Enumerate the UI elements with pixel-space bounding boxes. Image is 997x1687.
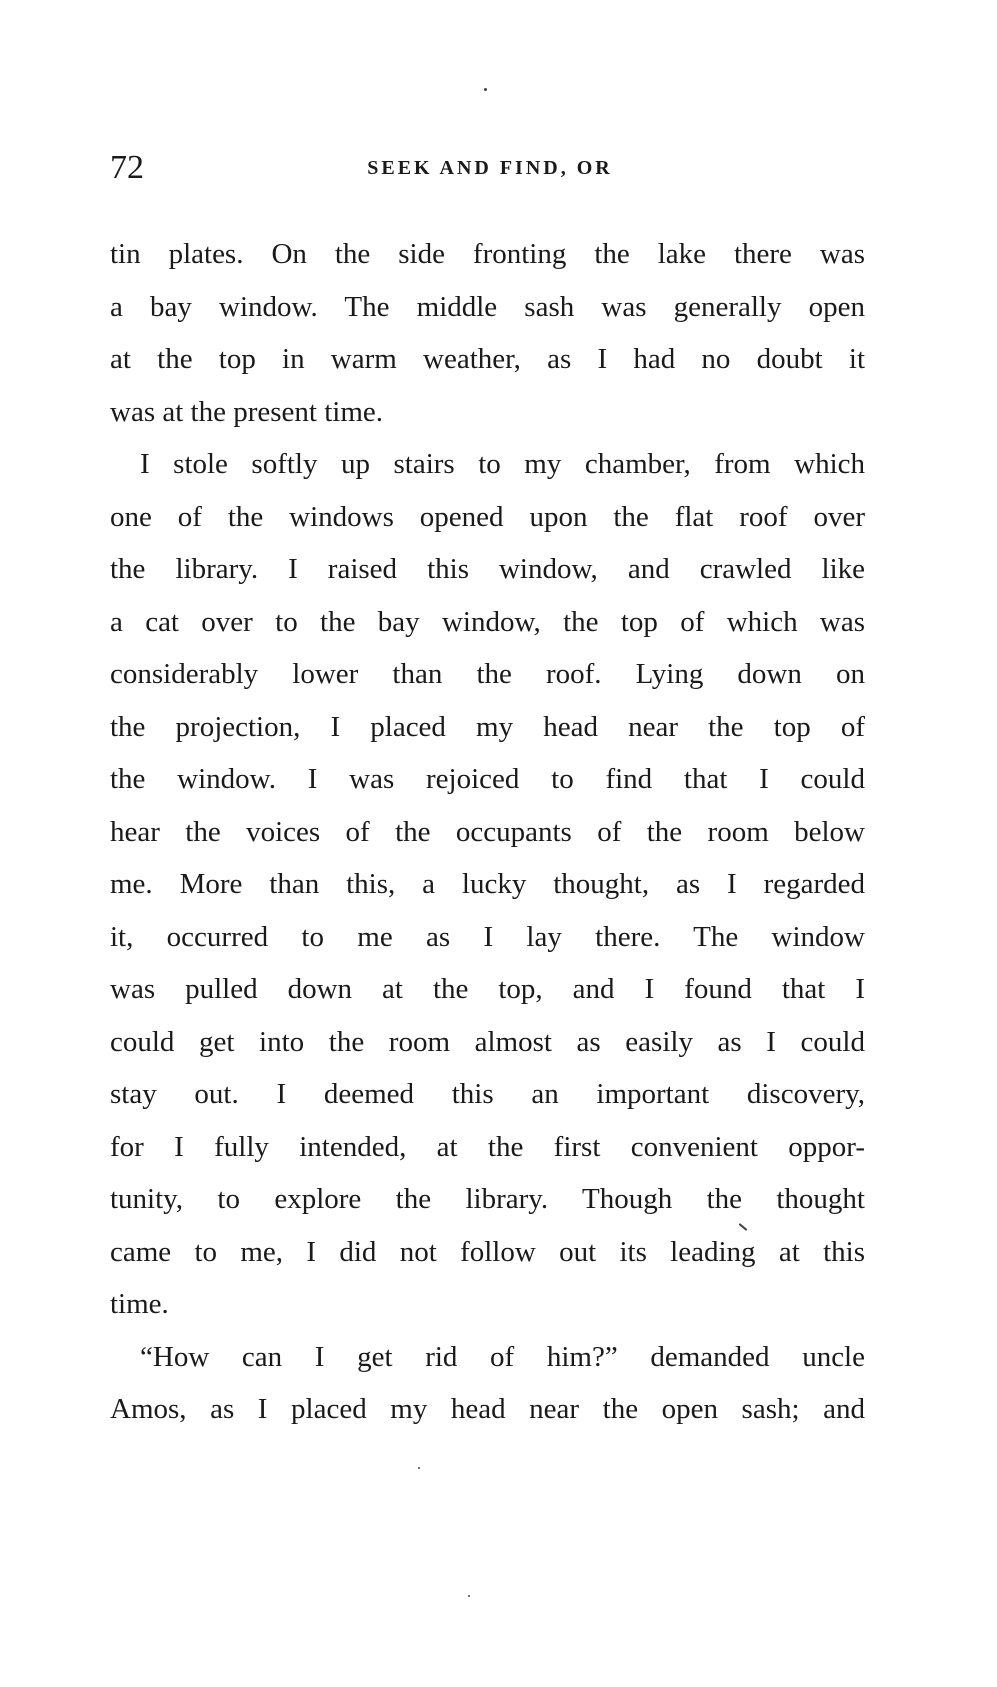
text-line: the window. I was rejoiced to find that I could xyxy=(110,763,865,795)
text-line: the projection, I placed my head near the top of xyxy=(110,710,865,743)
print-speck xyxy=(418,1467,420,1469)
text-line: hear the voices of the occupants of the room below xyxy=(110,815,865,848)
text-line: one of the windows opened upon the flat roof over xyxy=(110,500,865,533)
print-speck xyxy=(484,88,487,91)
text-line: it, occurred to me as I lay there. The window xyxy=(110,920,865,953)
text-line: Amos, as I placed my head near the open sash; and xyxy=(110,1393,865,1425)
text-line: a cat over to the bay window, the top of which was xyxy=(110,605,865,638)
text-line: the library. I raised this window, and crawled like xyxy=(110,553,865,585)
text-line: “How can I get rid of him?” demanded uncle xyxy=(140,1340,865,1373)
text-line: considerably lower than the roof. Lying down on xyxy=(110,658,865,690)
text-line: for I fully intended, at the first convenient oppor- xyxy=(110,1130,865,1163)
text-line: at the top in warm weather, as I had no doubt it xyxy=(110,343,865,375)
page-number: 72 xyxy=(110,149,144,186)
running-head xyxy=(110,148,870,188)
text-line: a bay window. The middle sash was generally open xyxy=(110,290,865,323)
text-line: was pulled down at the top, and I found that I xyxy=(110,973,865,1005)
text-line: I stole softly up stairs to my chamber, from which xyxy=(140,448,865,480)
text-line: tunity, to explore the library. Though the thought xyxy=(110,1183,865,1215)
body-text xyxy=(110,228,865,1436)
print-speck xyxy=(468,1595,470,1597)
text-line: came to me, I did not follow out its leading at this xyxy=(110,1235,865,1268)
text-line: time. xyxy=(110,1288,169,1320)
text-line: tin plates. On the side fronting the lake there was xyxy=(110,238,865,270)
text-line: me. More than this, a lucky thought, as I regarded xyxy=(110,868,865,900)
text-line: stay out. I deemed this an important discovery, xyxy=(110,1078,865,1110)
text-line: was at the present time. xyxy=(110,395,383,428)
text-line: could get into the room almost as easily as I could xyxy=(110,1025,865,1058)
running-title: SEEK AND FIND, OR xyxy=(367,157,613,179)
